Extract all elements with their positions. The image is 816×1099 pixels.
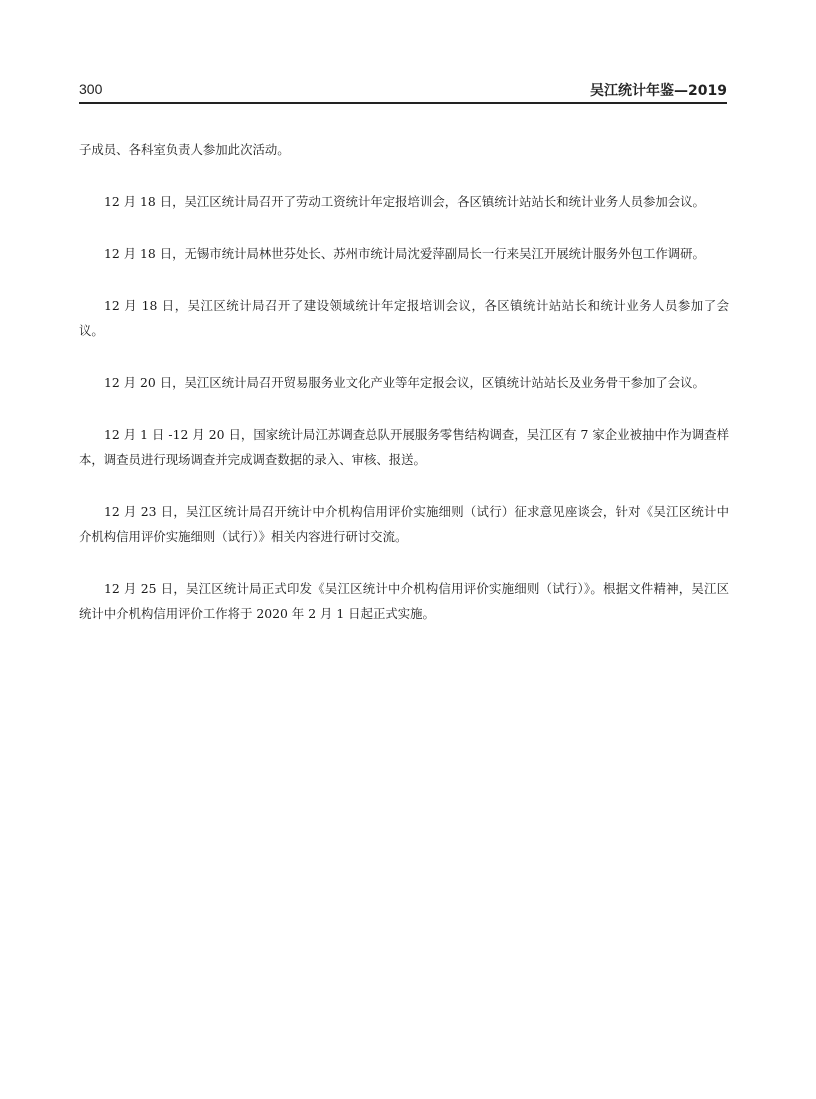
paragraph-entry: 12 月 1 日 -12 月 20 日，国家统计局江苏调查总队开展服务零售结构调查，吴江区有 7 家企业被抽中作为调查样本，调查员进行现场调查并完成调查数据的录入、审核、报送。 [79, 427, 729, 467]
paragraph-entry: 12 月 20 日，吴江区统计局召开贸易服务业文化产业等年定报会议，区镇统计站站长及业务骨干参加了会议。 [104, 375, 705, 390]
paragraph-entry: 12 月 25 日，吴江区统计局正式印发《吴江区统计中介机构信用评价实施细则（试行）》。根据文件精神，吴江区统计中介机构信用评价工作将于 2020 年 2 月 1 日起正式实施。 [79, 581, 729, 621]
book-title: 吴江统计年鉴—2019 [590, 83, 727, 99]
paragraph-entry: 12 月 18 日，吴江区统计局召开了劳动工资统计年定报培训会，各区镇统计站站长和统计业务人员参加会议。 [104, 194, 705, 209]
paragraph-entry: 12 月 23 日，吴江区统计局召开统计中介机构信用评价实施细则（试行）征求意见座谈会，针对《吴江区统计中介机构信用评价实施细则（试行）》相关内容进行研讨交流。 [79, 504, 729, 544]
paragraph-entry: 12 月 18 日，无锡市统计局林世芬处长、苏州市统计局沈爱萍副局长一行来吴江开展统计服务外包工作调研。 [104, 246, 705, 261]
page-header [79, 80, 727, 104]
paragraph-entry: 12 月 18 日，吴江区统计局召开了建设领域统计年定报培训会议，各区镇统计站站长和统计业务人员参加了会议。 [79, 298, 729, 338]
paragraph-continuation: 子成员、各科室负责人参加此次活动。 [79, 142, 290, 157]
body-text [79, 137, 729, 653]
page-number: 300 [79, 81, 103, 97]
